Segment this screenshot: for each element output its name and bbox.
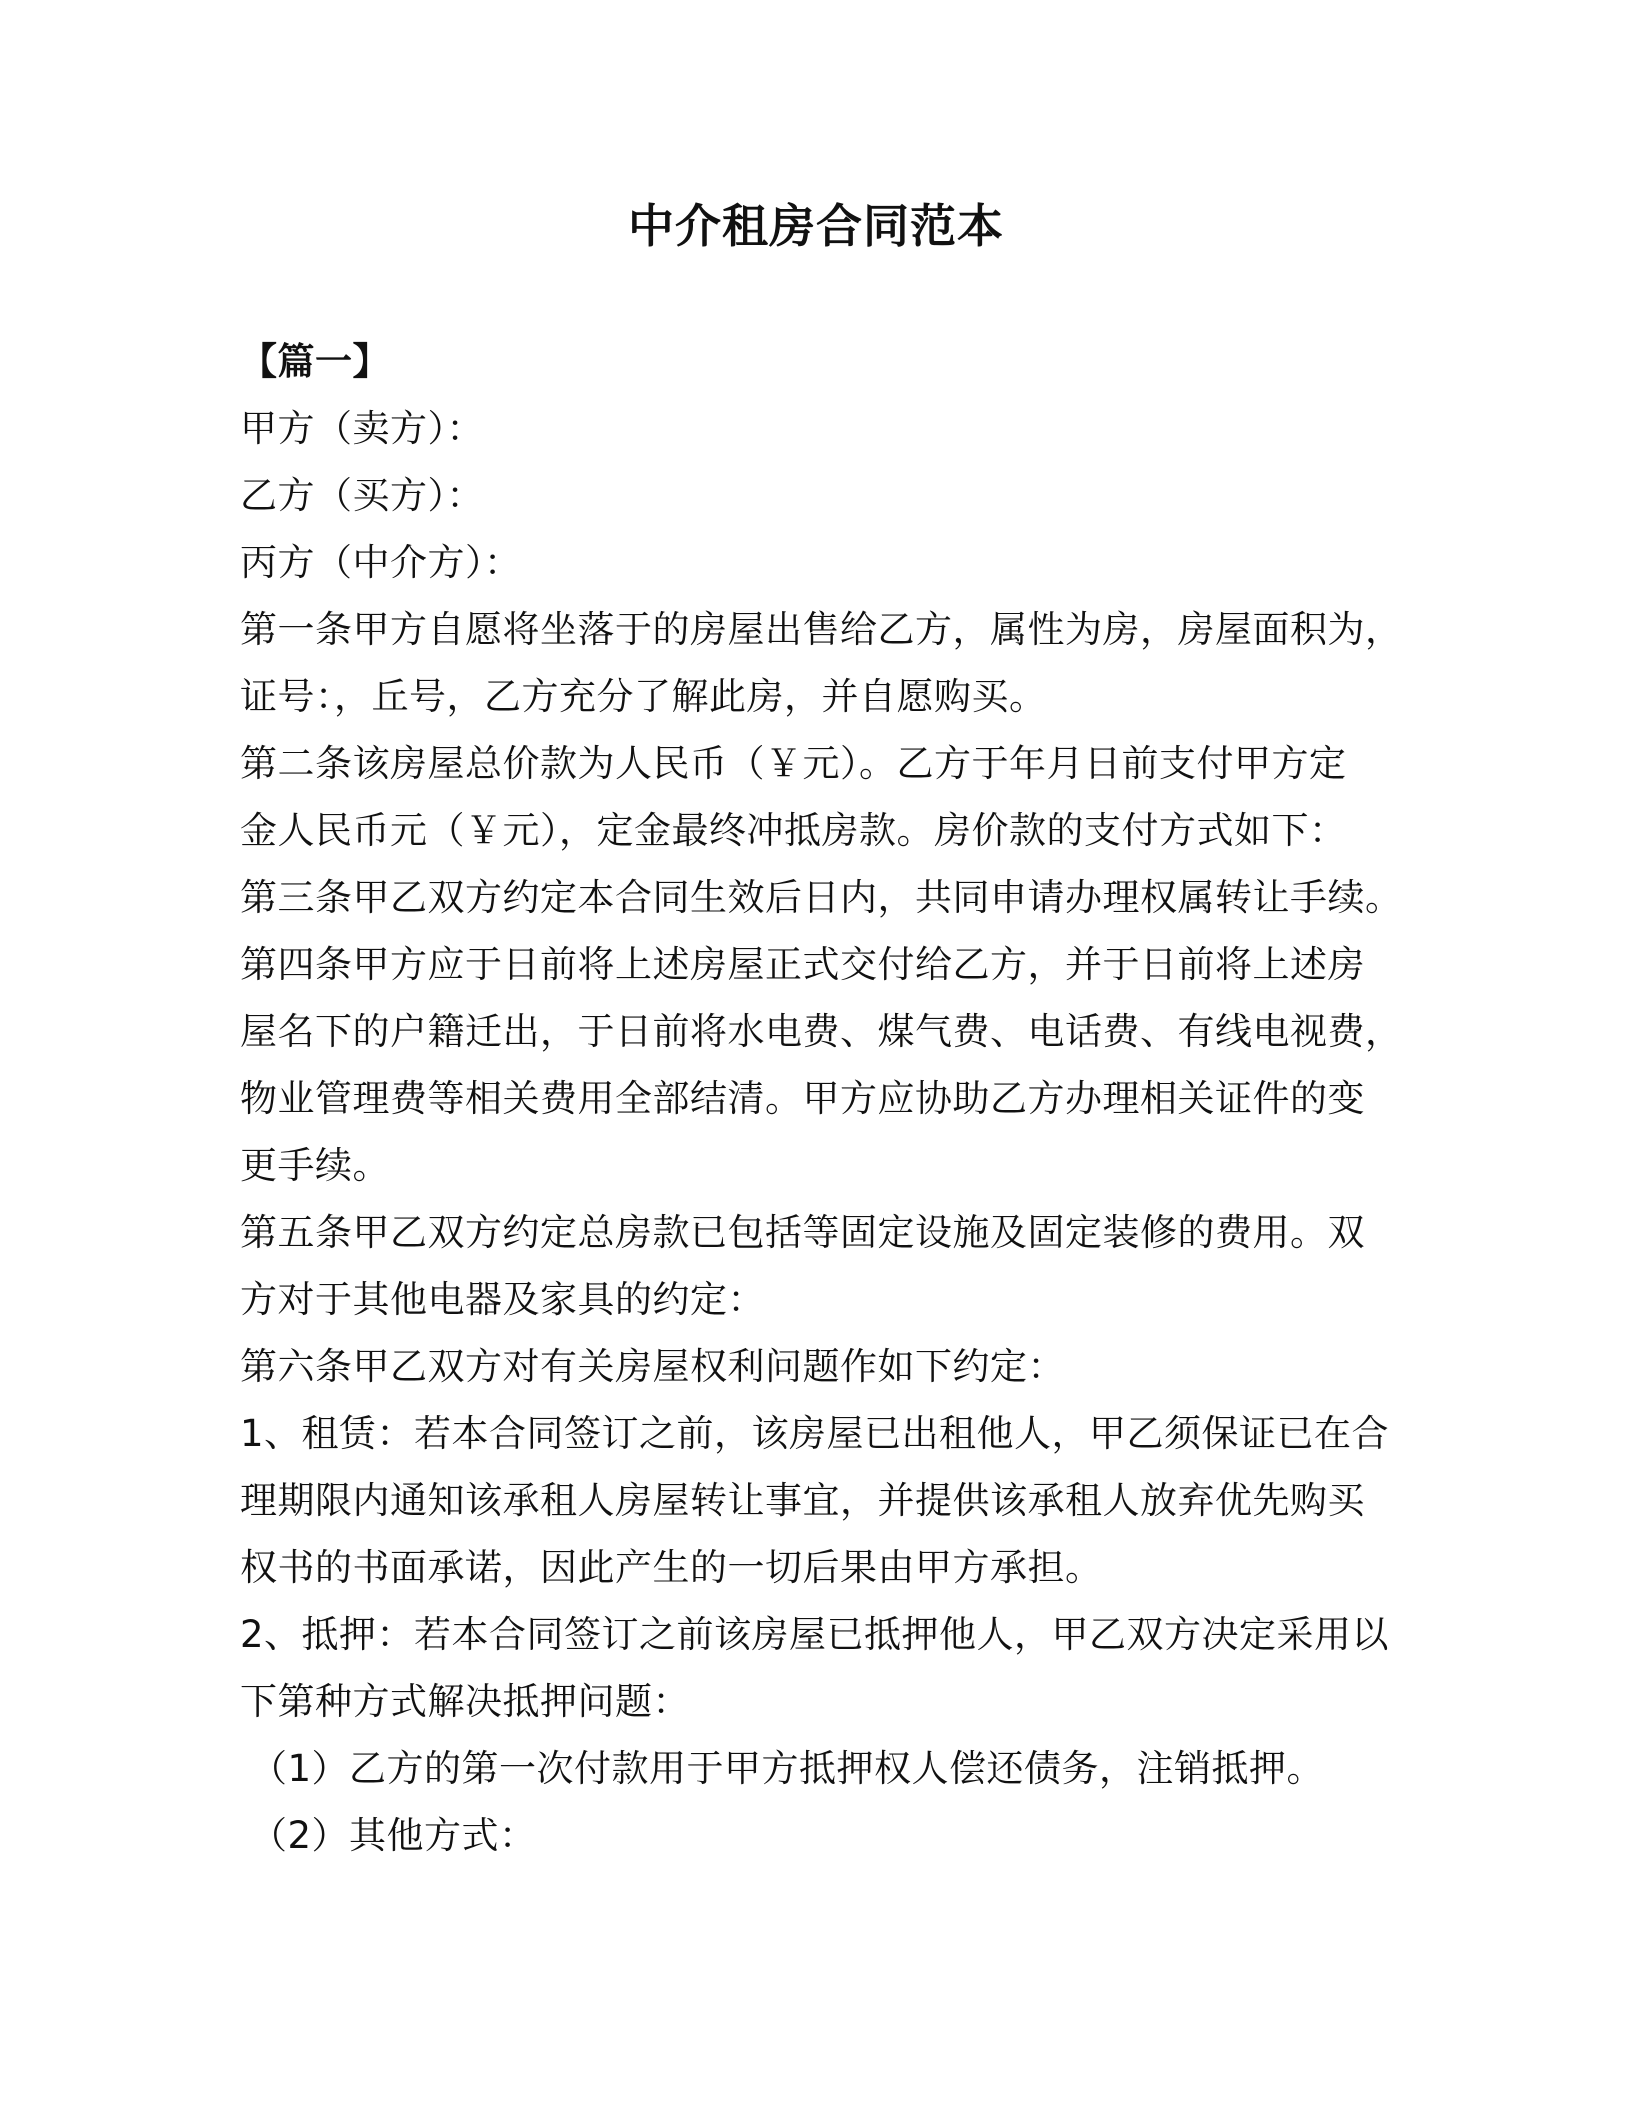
item-1-line-3: 权书的书面承诺，因此产生的一切后果由甲方承担。 <box>240 1546 1103 1589</box>
sub-item-1: （1）乙方的第一次付款用于甲方抵押权人偿还债务，注销抵押。 <box>250 1747 1325 1790</box>
clause-4-line-3: 物业管理费等相关费用全部结清。甲方应协助乙方办理相关证件的变 <box>240 1077 1365 1120</box>
item-1-line-2: 理期限内通知该承租人房屋转让事宜，并提供该承租人放弃优先购买 <box>240 1479 1365 1522</box>
item-1-line-1: 1、租赁：若本合同签订之前，该房屋已出租他人，甲乙须保证已在合 <box>240 1412 1390 1455</box>
clause-6-line-1: 第六条甲乙双方对有关房屋权利问题作如下约定： <box>240 1345 1065 1388</box>
clause-3-line-1: 第三条甲乙双方约定本合同生效后日内，共同申请办理权属转让手续。 <box>240 876 1403 919</box>
sub-item-2: （2）其他方式： <box>250 1814 537 1857</box>
clause-2-line-1: 第二条该房屋总价款为人民币（￥元）。乙方于年月日前支付甲方定 <box>240 742 1347 785</box>
item-2-line-1: 2、抵押：若本合同签订之前该房屋已抵押他人，甲乙双方决定采用以 <box>240 1613 1390 1656</box>
party-c-line: 丙方（中介方）： <box>240 541 522 584</box>
clause-1-line-1: 第一条甲方自愿将坐落于的房屋出售给乙方，属性为房，房屋面积为， <box>240 608 1403 651</box>
section-heading: 【篇一】 <box>240 340 390 383</box>
document-title: 中介租房合同范本 <box>628 199 1004 253</box>
clause-4-line-4: 更手续。 <box>240 1144 390 1187</box>
party-b-line: 乙方（买方）： <box>240 474 484 517</box>
party-a-line: 甲方（卖方）： <box>240 407 484 450</box>
clause-5-line-2: 方对于其他电器及家具的约定： <box>240 1278 765 1321</box>
clause-4-line-2: 屋名下的户籍迁出，于日前将水电费、煤气费、电话费、有线电视费， <box>240 1010 1403 1053</box>
clause-4-line-1: 第四条甲方应于日前将上述房屋正式交付给乙方，并于日前将上述房 <box>240 943 1365 986</box>
clause-1-line-2: 证号：，丘号，乙方充分了解此房，并自愿购买。 <box>240 675 1047 718</box>
item-2-line-2: 下第种方式解决抵押问题： <box>240 1680 690 1723</box>
document-body <box>240 328 1403 1869</box>
clause-2-line-2: 金人民币元（￥元），定金最终冲抵房款。房价款的支付方式如下： <box>240 809 1347 852</box>
clause-5-line-1: 第五条甲乙双方约定总房款已包括等固定设施及固定装修的费用。双 <box>240 1211 1365 1254</box>
